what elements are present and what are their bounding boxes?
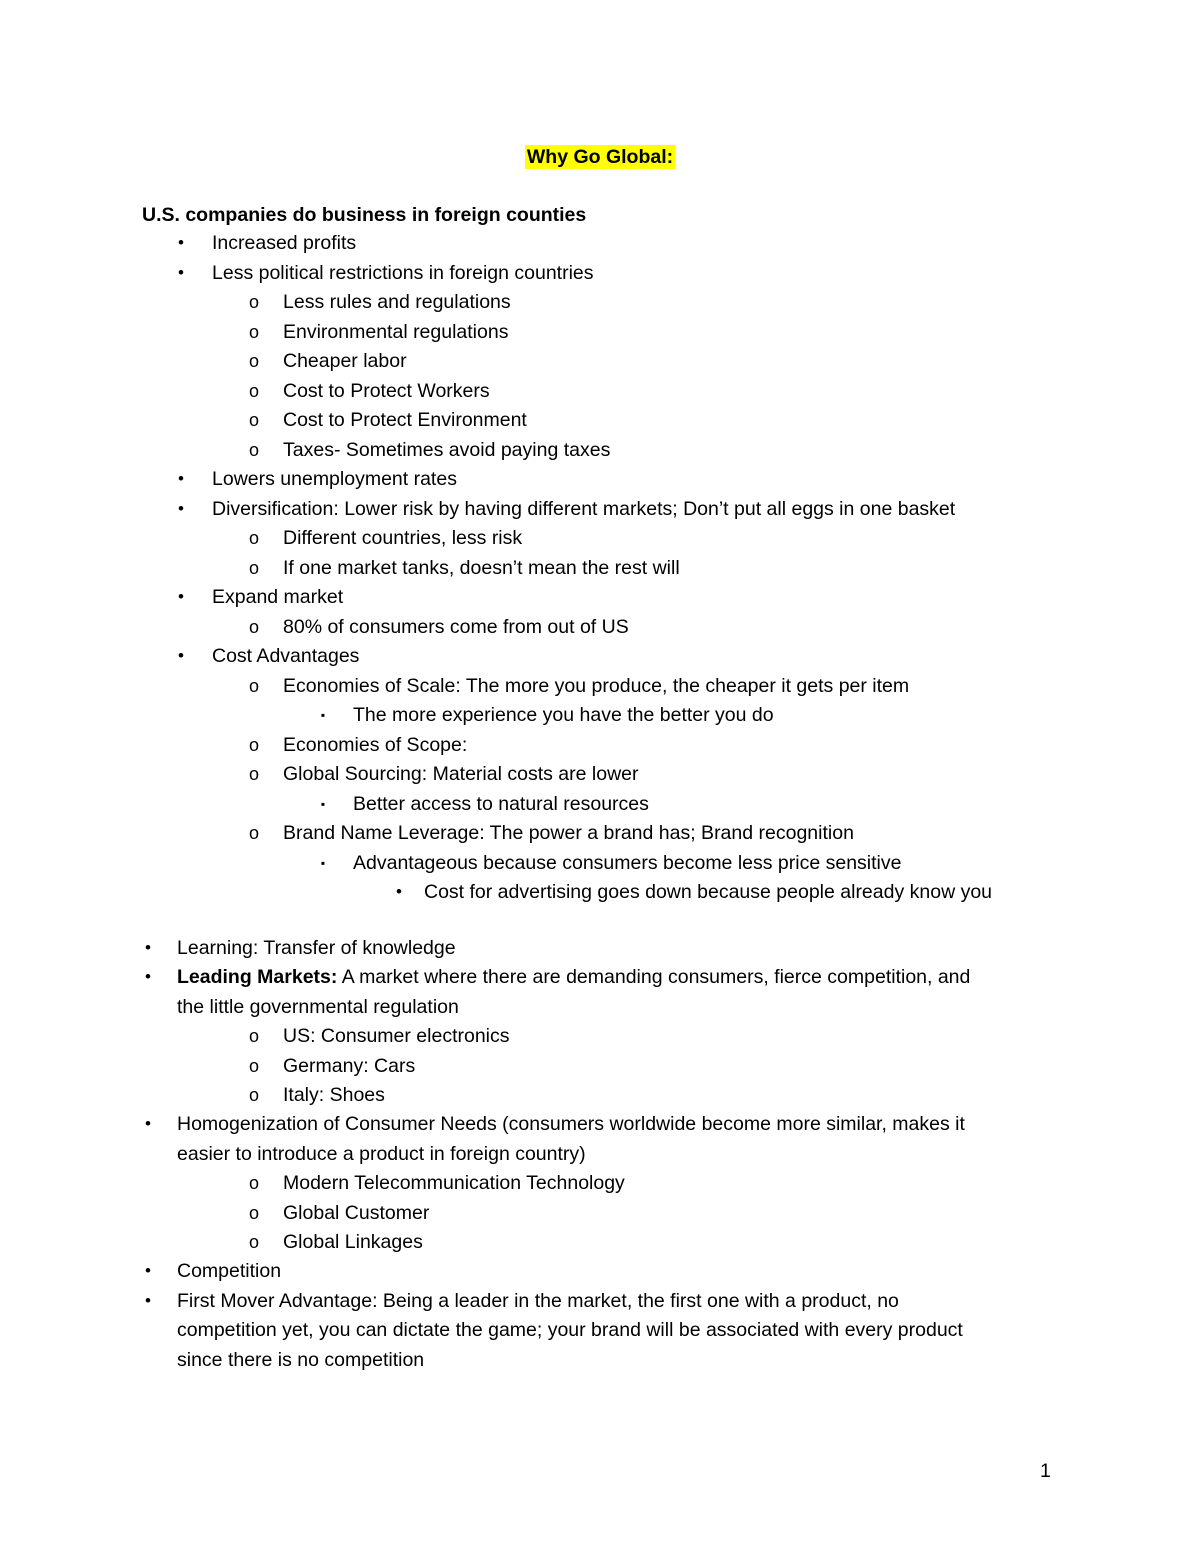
circle-bullet-icon: o bbox=[248, 380, 259, 401]
list-item-text: Taxes- Sometimes avoid paying taxes bbox=[283, 438, 611, 461]
circle-bullet-icon: o bbox=[248, 321, 259, 342]
list-item-text: Lowers unemployment rates bbox=[212, 468, 457, 490]
bullet-icon: • bbox=[178, 498, 184, 518]
list-item-text: Diversification: Lower risk by having different markets; Don’t put all eggs in one basket bbox=[212, 497, 956, 520]
circle-bullet-icon: o bbox=[248, 292, 259, 312]
list-item-text: Cost to Protect Environment bbox=[283, 409, 527, 431]
circle-bullet-icon: o bbox=[248, 1232, 259, 1252]
list-item-text: 80% of consumers come from out of US bbox=[283, 615, 629, 638]
list-item-text: Homogenization of Consumer Needs (consumers worldwide become more similar, makes it bbox=[177, 1113, 965, 1136]
circle-bullet-icon: o bbox=[248, 1055, 259, 1076]
bullet-icon: • bbox=[145, 1114, 151, 1134]
list-item-text: Global Customer bbox=[283, 1201, 430, 1224]
list-item-text: Better access to natural resources bbox=[353, 792, 649, 815]
circle-bullet-icon: o bbox=[248, 439, 259, 460]
circle-bullet-icon: o bbox=[248, 734, 259, 755]
circle-bullet-icon: o bbox=[248, 764, 259, 784]
bullet-icon: • bbox=[396, 882, 402, 901]
list-item-text: Expand market bbox=[212, 586, 344, 608]
list-item-text: since there is no competition bbox=[177, 1348, 425, 1371]
list-item-text: Different countries, less risk bbox=[283, 527, 523, 549]
square-bullet-icon: ▪ bbox=[320, 708, 326, 722]
bullet-icon: • bbox=[178, 262, 184, 282]
list-item-text: US: Consumer electronics bbox=[283, 1025, 510, 1048]
list-item-text: Competition bbox=[177, 1260, 282, 1283]
list-item-text: Cost for advertising goes down because people already know you bbox=[424, 881, 993, 903]
square-bullet-icon: ▪ bbox=[320, 855, 326, 870]
list-item-text: competition yet, you can dictate the game; your brand will be associated with every product bbox=[177, 1319, 963, 1342]
list-item-text: Advantageous because consumers become less price sensitive bbox=[353, 851, 902, 874]
bullet-icon: • bbox=[178, 646, 184, 665]
circle-bullet-icon: o bbox=[248, 410, 259, 430]
list-item-text: Learning: Transfer of knowledge bbox=[177, 937, 456, 959]
circle-bullet-icon: o bbox=[248, 1026, 259, 1047]
circle-bullet-icon: o bbox=[248, 675, 259, 696]
list-item-text: Cheaper labor bbox=[283, 350, 407, 372]
bullet-icon: • bbox=[145, 938, 151, 957]
list-item-text: Economies of Scope: bbox=[283, 733, 468, 756]
list-item-text: Leading Markets: A market where there are demanding consumers, fierce competition, and bbox=[177, 966, 971, 989]
list-item-text: easier to introduce a product in foreign country) bbox=[177, 1142, 586, 1165]
circle-bullet-icon: o bbox=[248, 823, 259, 843]
bullet-icon: • bbox=[178, 587, 184, 606]
circle-bullet-icon: o bbox=[248, 528, 259, 548]
list-item-text: Brand Name Leverage: The power a brand has; Brand recognition bbox=[283, 822, 854, 844]
bullet-icon: • bbox=[145, 1290, 151, 1310]
list-item-text: Increased profits bbox=[212, 232, 357, 254]
list-item-text: the little governmental regulation bbox=[177, 995, 459, 1018]
bullet-icon: • bbox=[145, 967, 151, 987]
list-item-text: Less rules and regulations bbox=[283, 291, 511, 313]
bullet-icon: • bbox=[178, 233, 184, 252]
list-item-text: Environmental regulations bbox=[283, 320, 509, 343]
list-item-text: Economies of Scale: The more you produce, the cheaper it gets per item bbox=[283, 674, 910, 697]
circle-bullet-icon: o bbox=[248, 1085, 259, 1105]
circle-bullet-icon: o bbox=[248, 557, 259, 578]
bold-term: Leading Markets: bbox=[177, 966, 338, 989]
circle-bullet-icon: o bbox=[248, 1202, 259, 1223]
list-item-text: Global Linkages bbox=[283, 1231, 423, 1253]
highlighted-title: Why Go Global: bbox=[526, 146, 674, 168]
list-item-text: Less political restrictions in foreign countries bbox=[212, 261, 594, 284]
list-item-text: First Mover Advantage: Being a leader in the market, the first one with a product, no bbox=[177, 1289, 899, 1312]
list-item-text: If one market tanks, doesn’t mean the rest will bbox=[283, 556, 680, 579]
page-number: 1 bbox=[1040, 1460, 1051, 1482]
list-item-text: Germany: Cars bbox=[283, 1054, 416, 1077]
page-title bbox=[0, 144, 1200, 170]
list-item-text: Italy: Shoes bbox=[283, 1084, 385, 1106]
list-item-text: Cost to Protect Workers bbox=[283, 379, 490, 402]
list-item-text: Cost Advantages bbox=[212, 645, 360, 667]
bullet-icon: • bbox=[178, 469, 184, 488]
bullet-icon: • bbox=[145, 1261, 151, 1281]
list-item-text: Modern Telecommunication Technology bbox=[283, 1172, 625, 1195]
circle-bullet-icon: o bbox=[248, 1173, 259, 1194]
circle-bullet-icon: o bbox=[248, 351, 259, 371]
square-bullet-icon: ▪ bbox=[320, 796, 326, 811]
section-heading: U.S. companies do business in foreign counties bbox=[142, 204, 587, 226]
list-item-text: The more experience you have the better you do bbox=[353, 704, 774, 726]
list-item-text: Global Sourcing: Material costs are lower bbox=[283, 763, 639, 785]
circle-bullet-icon: o bbox=[248, 616, 259, 637]
